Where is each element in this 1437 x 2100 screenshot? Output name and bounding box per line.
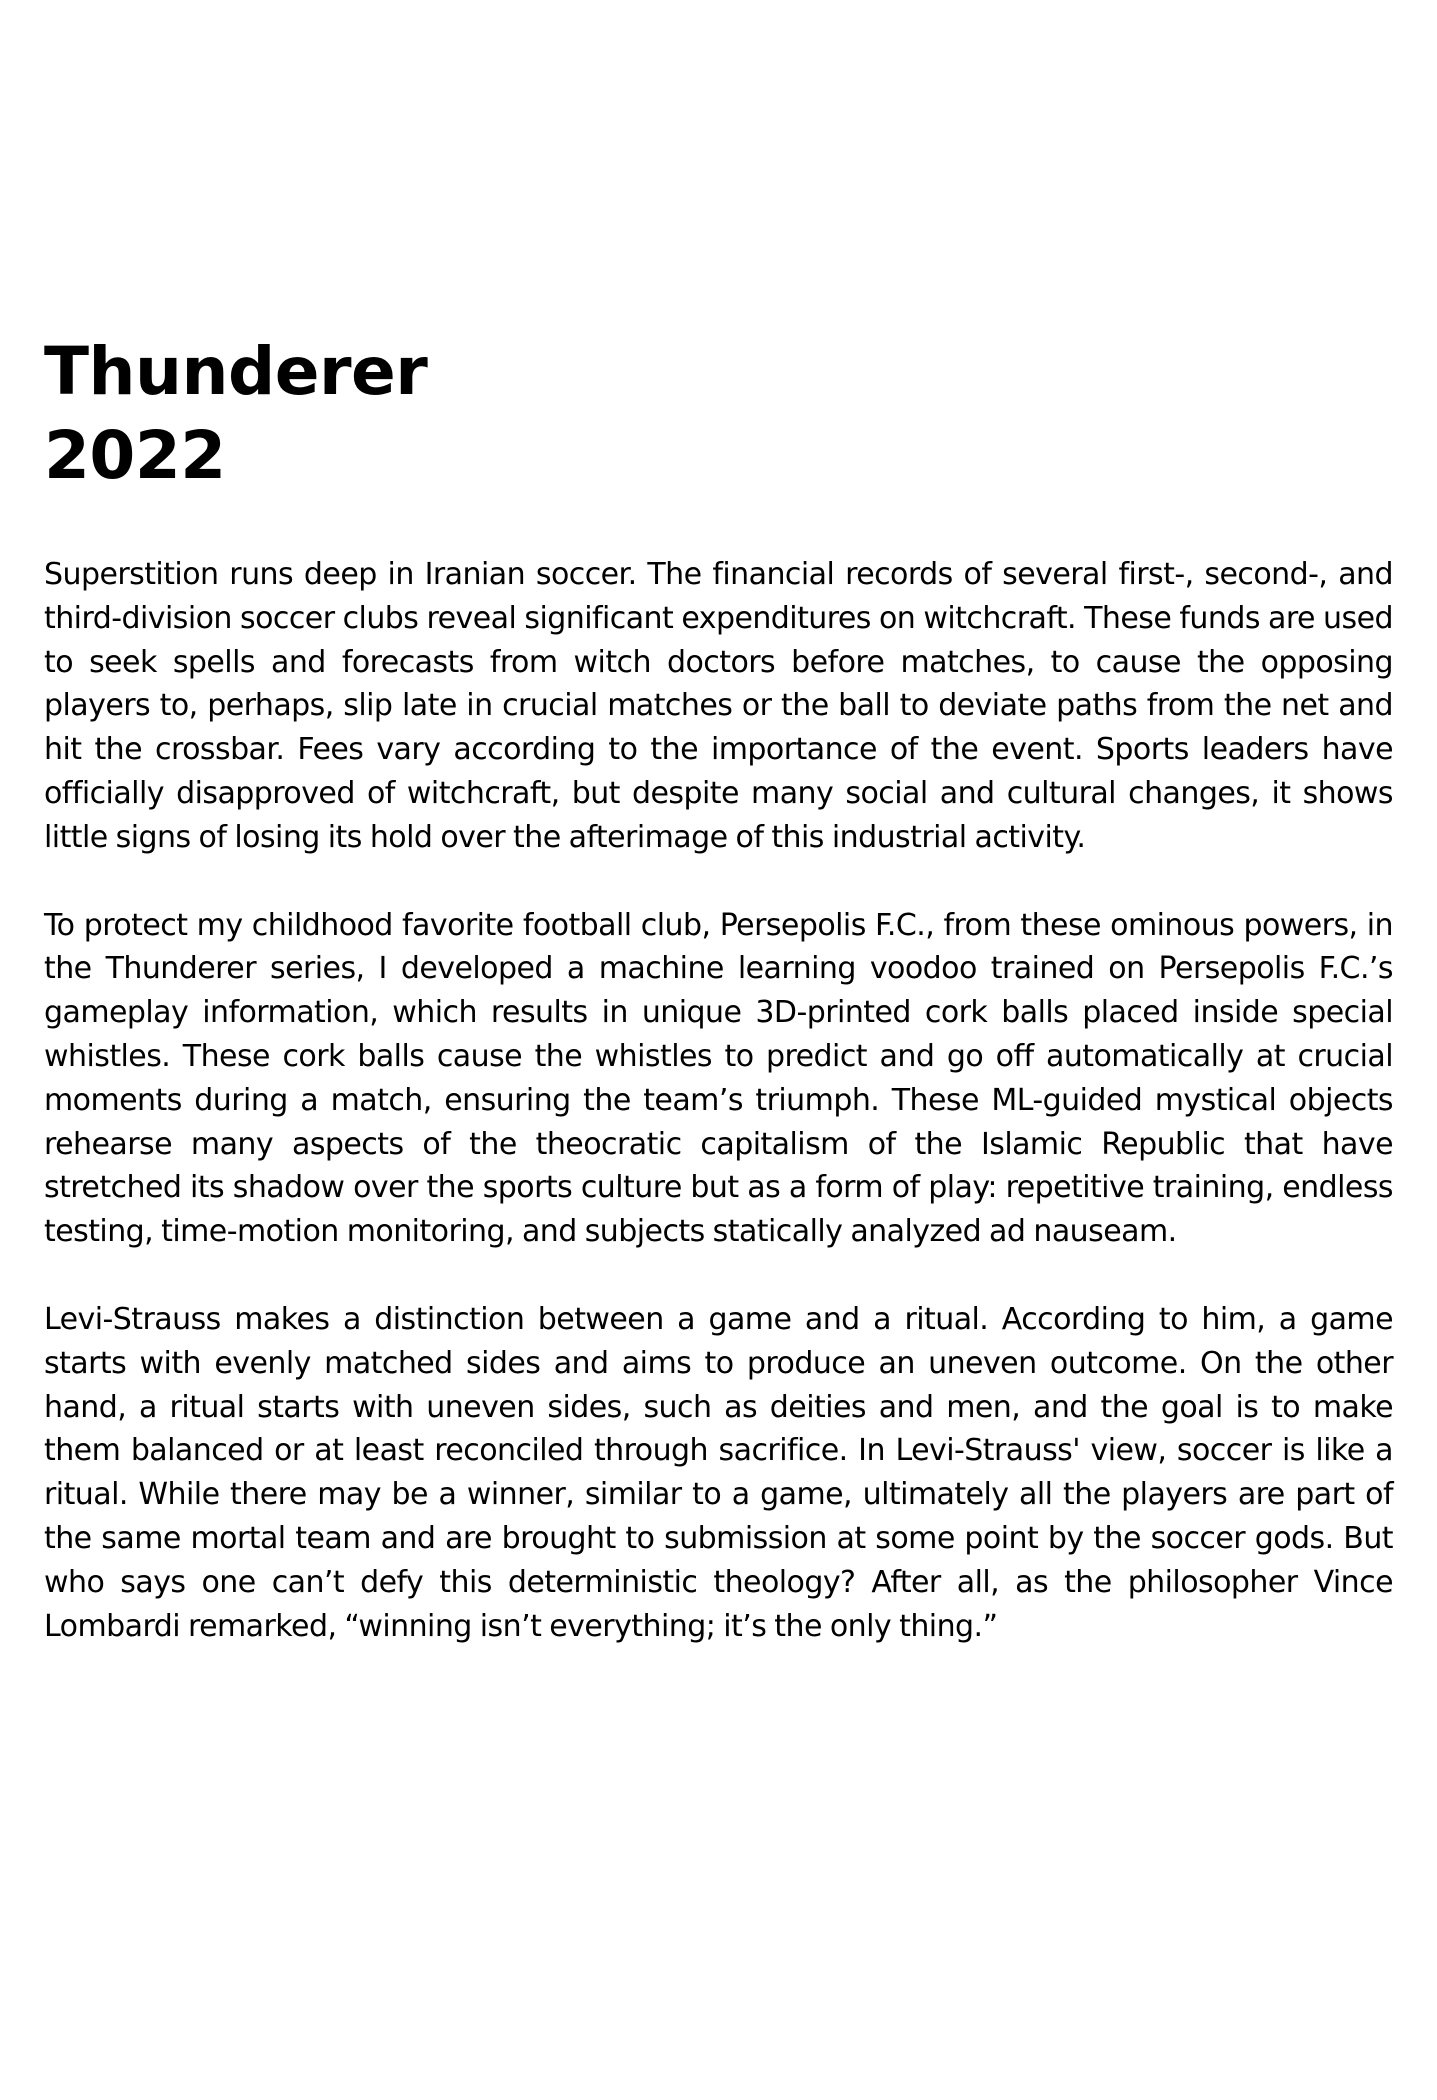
paragraph-superstition: Superstition runs deep in Iranian soccer. The financial records of several first-, second-, and third-division soccer clubs reveal significant expenditures on witchcraft. These funds are used to seek spells and forecasts from witch doctors before matches, to cause the opposing players to, perhaps, slip late in crucial matches or the ball to deviate paths from the net and hit the crossbar. Fees vary according to the importance of the event. Sports leaders have officially disapproved of witchcraft, but despite many social and cultural changes, it shows little signs of losing its hold over the afterimage of this industrial activity. [44, 557, 1393, 855]
paragraph-game-ritual: Levi-Strauss makes a distinction between a game and a ritual. According to him, a game starts with evenly matched sides and aims to produce an uneven outcome. On the other hand, a ritual starts with uneven sides, such as deities and men, and the goal is to make them balanced or at least reconciled through sacrifice. In Levi-Strauss' view, soccer is like a ritual. While there may be a winner, similar to a game, ultimately all the players are part of the same mortal team and are brought to submission at some point by the soccer gods. But who says one can’t defy this deterministic theology? After all, as the philosopher Vince Lombardi remarked, “winning isn’t everything; it’s the only thing.” [44, 1301, 1393, 1644]
paragraph-thunderer-series: To protect my childhood favorite football club, Persepolis F.C., from these ominous powers, in the Thunderer series, I developed a machine learning voodoo trained on Persepolis F.C.’s gameplay information, which results in unique 3D-printed cork balls placed inside special whistles. These cork balls cause the whistles to predict and go off automatically at crucial moments during a match, ensuring the team’s triumph. These ML-guided mystical objects rehearse many aspects of the theocratic capitalism of the Islamic Republic that have stretched its shadow over the sports culture but as a form of play: repetitive training, endless testing, time-motion monitoring, and subjects statically analyzed ad nauseam. [44, 907, 1393, 1250]
title-text: Thunderer [44, 333, 428, 410]
document-page [44, 330, 1393, 1648]
title-year: 2022 [44, 417, 226, 494]
page-title [44, 330, 1393, 498]
body-text [44, 553, 1393, 1648]
